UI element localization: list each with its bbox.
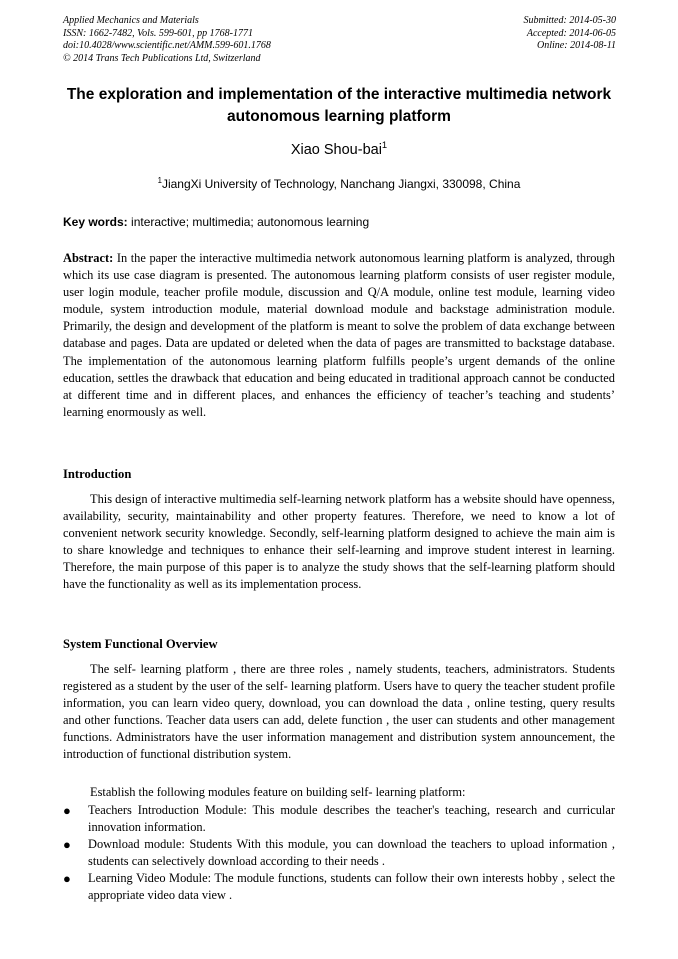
list-item [63, 802, 615, 836]
keywords [63, 214, 615, 230]
submitted-date: Submitted: 2014-05-30 [523, 15, 616, 26]
list-item [63, 836, 615, 870]
header-left [63, 15, 393, 65]
overview-heading: System Functional Overview [63, 637, 218, 651]
copyright-line: © 2014 Trans Tech Publications Ltd, Switzerland [63, 52, 261, 64]
introduction-heading: Introduction [63, 467, 132, 481]
doi-line[interactable]: doi:10.4028/www.scientific.net/AMM.599-601.1768 [63, 40, 271, 51]
abstract-text: In the paper the interactive multimedia network autonomous learning platform is analyzed, through which its use case diagram is presented. The autonomous learning platform consists of user register module, user login module, teacher profile module, discussion and Q/A module, online test module, learning video module, system introduction module, material download module and backstage administration module. Primarily, the design and development of the platform is meant to solve the problem of data exchange between database and pages. Data are updated or deleted when the data of pages are transmitted to backstage database. The implementation of the autonomous learning platform fulfills people’s urgent demands of the online education, settles the drawback that education and being educated in traditional approach cannot be conducted at different time and in different places, and enhances the efficiency of teacher’s teaching and students’ learning enormously as well. [63, 251, 615, 419]
affiliation [63, 176, 615, 192]
accepted-date: Accepted: 2014-06-05 [526, 27, 616, 39]
module-list [63, 802, 615, 905]
author-name: Xiao Shou-bai [290, 142, 382, 158]
list-item-text: Learning Video Module: The module functions, students can follow their own interests hobby , select the appropriate video data view . [88, 871, 615, 903]
establish-sentence: Establish the following modules feature on building self- learning platform: [90, 785, 466, 799]
header-right [416, 15, 616, 53]
abstract [63, 250, 615, 421]
bullet-icon: ● [63, 871, 71, 887]
introduction-paragraph: This design of interactive multimedia self-learning network platform has a website should have openness, availability, security, maintainability and other property features. Therefore, we need to know a lot of convenient network security knowledge. Secondly, self-learning platform designed to achieve the main aim is to share knowledge and techniques to enhance their self-learning and improve student interest in learning. Therefore, the main purpose of this paper is to analyze the study shows that the self-learning platform should have the functionality as well as its implementation process. [63, 492, 615, 592]
affiliation-text: JiangXi University of Technology, Nanchang Jiangxi, 330098, China [161, 177, 521, 191]
overview-paragraph: The self- learning platform , there are three roles , namely students, teachers, administrators. Students registered as a student by the user of the self- learning platform. Users have to query the teacher student profile information, you can learn video query, download, you can download the data , online testing, query results and other functions. Teacher data users can add, delete function , the user can students and other management functions. Administrators have the user information management and distribution system announcement, the introduction of functional distribution system. [63, 662, 615, 762]
online-date: Online: 2014-08-11 [537, 40, 616, 51]
list-item [63, 870, 615, 904]
issn-line: ISSN: 1662-7482, Vols. 599-601, pp 1768-1771 [63, 27, 253, 39]
paper-title: The exploration and implementation of the interactive multimedia network autonomous learning platform [66, 86, 612, 125]
bullet-icon: ● [63, 803, 71, 818]
affiliation-superscript: 1 [157, 176, 162, 185]
bullet-icon: ● [63, 837, 71, 853]
list-item-text: Teachers Introduction Module: This module describes the teacher's teaching, research and curricular innovation information. [88, 803, 615, 835]
journal-name: Applied Mechanics and Materials [63, 15, 199, 26]
author [63, 141, 615, 159]
keywords-text: interactive; multimedia; autonomous learning [131, 215, 370, 229]
keywords-label: Key words: [63, 215, 128, 229]
author-superscript: 1 [381, 139, 388, 151]
abstract-label: Abstract: [63, 251, 114, 265]
list-item-text: Download module: Students With this module, you can download the teachers to upload information , students can selectively download according to their needs . [88, 837, 615, 869]
